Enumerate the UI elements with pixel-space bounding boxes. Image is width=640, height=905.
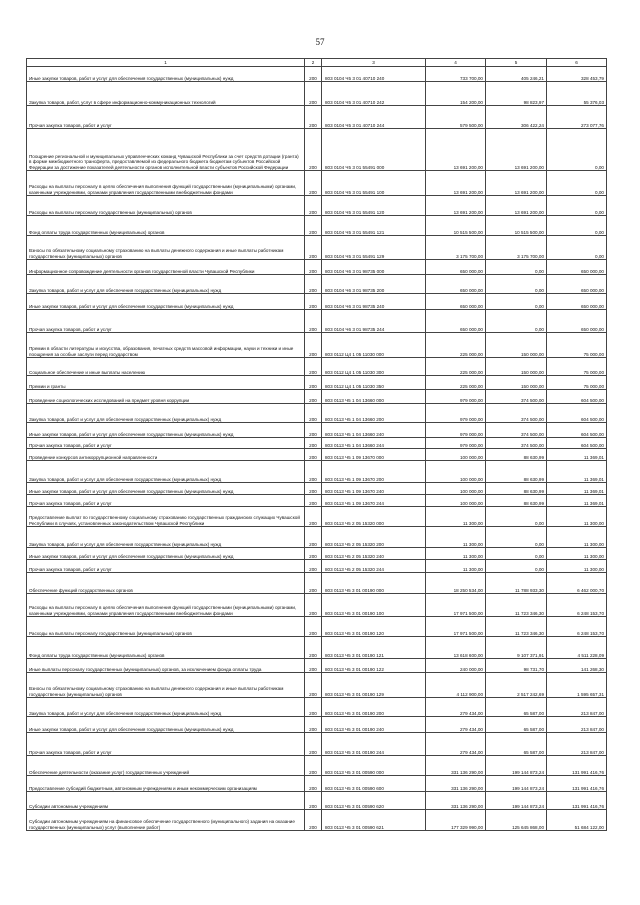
row-admin-code: 200: [305, 106, 322, 129]
row-name: Закупка товаров, работ и услуг для обеспечения государственных (муниципальных) нужд: [27, 404, 305, 423]
row-executed-amount: 374 500,00: [486, 390, 547, 404]
row-remaining-amount: 273 077,76: [547, 106, 607, 129]
row-executed-amount: 88 630,99: [486, 449, 547, 461]
row-plan-amount: 13 618 600,00: [426, 637, 486, 659]
row-admin-code: 200: [305, 260, 322, 275]
budget-table: [26, 58, 607, 831]
row-budget-code: 803 0113 Ч5 1 04 13660 000: [322, 390, 426, 404]
row-plan-amount: 650 000,00: [426, 294, 486, 310]
table-row: [27, 507, 607, 527]
row-plan-amount: 100 000,00: [426, 449, 486, 461]
row-remaining-amount: 1 595 657,31: [547, 673, 607, 698]
row-admin-code: 200: [305, 404, 322, 423]
row-budget-code: 803 0104 Ч5 3 01 55491 000: [322, 129, 426, 171]
row-budget-code: 803 0113 Ч5 3 01 00590 621: [322, 810, 426, 831]
row-executed-amount: 98 731,70: [486, 659, 547, 673]
row-executed-amount: 0,00: [486, 260, 547, 275]
row-budget-code: 803 0113 Ч5 1 09 13670 000: [322, 449, 426, 461]
row-remaining-amount: 650 000,00: [547, 310, 607, 333]
row-budget-code: 803 0104 Ч5 3 01 40710 240: [322, 67, 426, 82]
row-admin-code: 200: [305, 196, 322, 216]
table-row: [27, 548, 607, 560]
row-name: Иные закупки товаров, работ и услуг для обеспечения государственных (муниципальных) нужд: [27, 717, 305, 733]
row-name: Предоставление выплат по государственному социальному страхованию государственных гражданских служащих Чувашской Республики в случаях, установленных законодательством Чувашской Республики: [27, 507, 305, 527]
row-plan-amount: 11 300,00: [426, 527, 486, 548]
row-executed-amount: 150 000,00: [486, 376, 547, 390]
row-name: Субсидии автономным учреждениям: [27, 792, 305, 810]
row-name: Проведение конкурсов антикоррупционной направленности: [27, 449, 305, 461]
row-plan-amount: 11 300,00: [426, 560, 486, 573]
row-remaining-amount: 11 300,00: [547, 560, 607, 573]
row-remaining-amount: 141 268,30: [547, 659, 607, 673]
row-budget-code: 803 0113 Ч5 3 01 00190 200: [322, 698, 426, 717]
row-admin-code: 200: [305, 560, 322, 573]
row-name: Закупка товаров, работ и услуг для обеспечения государственных (муниципальных) нужд: [27, 275, 305, 294]
row-name: Закупка товаров, работ и услуг для обеспечения государственных (муниципальных) нужд: [27, 461, 305, 483]
row-executed-amount: 0,00: [486, 294, 547, 310]
row-executed-amount: 65 587,00: [486, 733, 547, 756]
header-cell: 6: [547, 59, 607, 67]
row-budget-code: 803 0104 Ч5 3 01 55491 121: [322, 216, 426, 236]
row-plan-amount: 279 434,00: [426, 733, 486, 756]
row-remaining-amount: 604 500,00: [547, 438, 607, 449]
table-row: [27, 495, 607, 507]
row-admin-code: 200: [305, 527, 322, 548]
table-row: [27, 171, 607, 196]
row-name: Иные закупки товаров, работ и услуг для обеспечения государственных (муниципальных) нужд: [27, 423, 305, 438]
table-row: [27, 637, 607, 659]
row-name: Прочая закупка товаров, работ и услуг: [27, 106, 305, 129]
row-plan-amount: 979 000,00: [426, 404, 486, 423]
row-remaining-amount: 51 684 122,00: [547, 810, 607, 831]
row-remaining-amount: 6 462 000,70: [547, 573, 607, 594]
row-name: Иные выплаты персоналу государственных (муниципальных) органов, за исключением фонда оплаты труда: [27, 659, 305, 673]
row-budget-code: 803 0104 Ч5 3 01 55491 120: [322, 196, 426, 216]
row-budget-code: 803 0104 Ч5 3 01 55491 100: [322, 171, 426, 196]
row-admin-code: 200: [305, 776, 322, 792]
row-name: Закупка товаров, работ и услуг для обеспечения государственных (муниципальных) нужд: [27, 527, 305, 548]
row-remaining-amount: 0,00: [547, 171, 607, 196]
table-row: [27, 483, 607, 495]
row-plan-amount: 17 971 500,00: [426, 594, 486, 617]
row-budget-code: 803 0113 Ч5 3 01 00590 620: [322, 792, 426, 810]
row-admin-code: 200: [305, 333, 322, 358]
header-cell: 3: [322, 59, 426, 67]
header-cell: 1: [27, 59, 305, 67]
row-budget-code: 803 0113 Ч5 1 04 13660 240: [322, 423, 426, 438]
row-admin-code: 200: [305, 358, 322, 376]
table-row: [27, 404, 607, 423]
row-name: Расходы на выплаты персоналу в целях обеспечения выполнения функций государственными (муниципальными) органами, казенными учреждениями, органами управления государственными внебюджетными фондами: [27, 171, 305, 196]
row-remaining-amount: 11 369,01: [547, 461, 607, 483]
table-row: [27, 423, 607, 438]
row-executed-amount: 13 691 200,00: [486, 129, 547, 171]
table-row: [27, 333, 607, 358]
row-budget-code: 803 0113 Ч5 3 01 00190 240: [322, 717, 426, 733]
row-plan-amount: 979 000,00: [426, 423, 486, 438]
row-plan-amount: 279 434,00: [426, 717, 486, 733]
row-budget-code: 803 0113 Ч5 3 01 00590 600: [322, 776, 426, 792]
row-executed-amount: 88 630,99: [486, 461, 547, 483]
row-name: Фонд оплаты труда государственных (муниципальных) органов: [27, 216, 305, 236]
row-plan-amount: 11 300,00: [426, 548, 486, 560]
row-admin-code: 200: [305, 617, 322, 637]
row-admin-code: 200: [305, 216, 322, 236]
row-plan-amount: 650 000,00: [426, 310, 486, 333]
row-remaining-amount: 11 369,01: [547, 495, 607, 507]
row-admin-code: 200: [305, 423, 322, 438]
table-row: [27, 82, 607, 106]
row-admin-code: 200: [305, 390, 322, 404]
row-name: Закупка товаров, работ, услуг в сфере информационно-коммуникационных технологий: [27, 82, 305, 106]
row-remaining-amount: 131 991 416,76: [547, 756, 607, 776]
row-remaining-amount: 213 847,00: [547, 698, 607, 717]
row-remaining-amount: 11 300,00: [547, 527, 607, 548]
row-name: Иные закупки товаров, работ и услуг для обеспечения государственных (муниципальных) нужд: [27, 67, 305, 82]
row-budget-code: 803 0112 Ц4 1 05 11030 300: [322, 358, 426, 376]
row-admin-code: 200: [305, 573, 322, 594]
row-budget-code: 803 0113 Ч5 3 01 00190 122: [322, 659, 426, 673]
row-admin-code: 200: [305, 673, 322, 698]
row-plan-amount: 18 250 534,00: [426, 573, 486, 594]
row-budget-code: 803 0113 Ч5 3 01 00190 129: [322, 673, 426, 698]
row-executed-amount: 0,00: [486, 527, 547, 548]
row-budget-code: 803 0113 Ч5 3 01 00190 244: [322, 733, 426, 756]
row-budget-code: 803 0113 Ч5 1 09 13670 240: [322, 483, 426, 495]
table-row: [27, 617, 607, 637]
row-admin-code: 200: [305, 594, 322, 617]
row-budget-code: 803 0104 Ч6 3 01 98735 244: [322, 310, 426, 333]
row-name: Взносы по обязательному социальному страхованию на выплаты денежного содержания и иные выплаты работникам государственных (муниципальных) органов: [27, 673, 305, 698]
row-executed-amount: 374 500,00: [486, 404, 547, 423]
table-row: [27, 438, 607, 449]
row-admin-code: 200: [305, 82, 322, 106]
row-admin-code: 200: [305, 438, 322, 449]
row-plan-amount: 100 000,00: [426, 461, 486, 483]
row-remaining-amount: 650 000,00: [547, 260, 607, 275]
row-budget-code: 803 0113 Ч5 2 05 15320 244: [322, 560, 426, 573]
row-executed-amount: 98 823,97: [486, 82, 547, 106]
row-plan-amount: 650 000,00: [426, 275, 486, 294]
row-plan-amount: 154 200,00: [426, 82, 486, 106]
row-executed-amount: 13 691 200,00: [486, 196, 547, 216]
row-admin-code: 200: [305, 376, 322, 390]
row-executed-amount: 2 517 242,69: [486, 673, 547, 698]
row-name: Закупка товаров, работ и услуг для обеспечения государственных (муниципальных) нужд: [27, 698, 305, 717]
row-budget-code: 803 0104 Ч6 3 01 98735 240: [322, 294, 426, 310]
table-row: [27, 527, 607, 548]
row-executed-amount: 199 144 873,24: [486, 776, 547, 792]
row-name: Обеспечение функций государственных органов: [27, 573, 305, 594]
table-row: [27, 449, 607, 461]
row-executed-amount: 88 630,99: [486, 495, 547, 507]
row-executed-amount: 11 723 346,30: [486, 594, 547, 617]
row-plan-amount: 733 700,00: [426, 67, 486, 82]
row-plan-amount: 13 691 200,00: [426, 196, 486, 216]
row-executed-amount: 11 788 933,30: [486, 573, 547, 594]
row-admin-code: 200: [305, 275, 322, 294]
row-remaining-amount: 0,00: [547, 196, 607, 216]
row-remaining-amount: 131 991 416,76: [547, 792, 607, 810]
row-name: Поощрение региональной и муниципальных управленческих команд Чувашской Республики за счет средств дотации (гранта) в форме межбюджетного трансферта, предоставляемой из федерального бюджета бюджетам субъектов Российской Федерации за достижение показателей деятельности органов исполнительной власти субъектов Российской Федерации: [27, 129, 305, 171]
row-plan-amount: 17 971 500,00: [426, 617, 486, 637]
header-cell: 2: [305, 59, 322, 67]
row-admin-code: 200: [305, 129, 322, 171]
row-plan-amount: 11 300,00: [426, 507, 486, 527]
table-row: [27, 461, 607, 483]
row-remaining-amount: 650 000,00: [547, 294, 607, 310]
header-cell: 4: [426, 59, 486, 67]
row-executed-amount: 9 107 371,91: [486, 637, 547, 659]
row-budget-code: 803 0113 Ч5 2 05 15320 200: [322, 527, 426, 548]
row-remaining-amount: 75 000,00: [547, 376, 607, 390]
row-plan-amount: 13 691 200,00: [426, 129, 486, 171]
row-admin-code: 200: [305, 67, 322, 82]
row-executed-amount: 150 000,00: [486, 358, 547, 376]
row-admin-code: 200: [305, 449, 322, 461]
row-name: Премии в области литературы и искусства, образования, печатных средств массовой информации, науки и техники и иные поощрения за особые заслуги перед государством: [27, 333, 305, 358]
row-remaining-amount: 4 511 228,09: [547, 637, 607, 659]
row-admin-code: 200: [305, 171, 322, 196]
row-plan-amount: 979 000,00: [426, 390, 486, 404]
row-executed-amount: 0,00: [486, 548, 547, 560]
row-executed-amount: 13 691 200,00: [486, 171, 547, 196]
row-budget-code: 803 0104 Ч6 3 01 98735 000: [322, 260, 426, 275]
row-admin-code: 200: [305, 495, 322, 507]
row-remaining-amount: 55 376,03: [547, 82, 607, 106]
table-row: [27, 756, 607, 776]
row-remaining-amount: 604 500,00: [547, 404, 607, 423]
row-plan-amount: 331 136 290,00: [426, 776, 486, 792]
row-plan-amount: 331 136 290,00: [426, 792, 486, 810]
row-executed-amount: 88 630,99: [486, 483, 547, 495]
row-name: Субсидии автономным учреждениям на финансовое обеспечение государственного (муниципального) задания на оказание государственных (муниципальных) услуг (выполнение работ): [27, 810, 305, 831]
row-remaining-amount: 0,00: [547, 129, 607, 171]
table-row: [27, 659, 607, 673]
row-admin-code: 200: [305, 756, 322, 776]
header-row: [27, 59, 607, 67]
row-executed-amount: 374 500,00: [486, 438, 547, 449]
row-remaining-amount: 213 847,00: [547, 733, 607, 756]
row-admin-code: 200: [305, 310, 322, 333]
row-admin-code: 200: [305, 792, 322, 810]
table-row: [27, 358, 607, 376]
row-remaining-amount: 213 847,00: [547, 717, 607, 733]
row-plan-amount: 100 000,00: [426, 495, 486, 507]
row-budget-code: 803 0113 Ч5 1 04 13660 244: [322, 438, 426, 449]
row-remaining-amount: 11 300,00: [547, 548, 607, 560]
table-row: [27, 776, 607, 792]
row-executed-amount: 3 175 700,00: [486, 236, 547, 260]
row-remaining-amount: 75 000,00: [547, 333, 607, 358]
table-row: [27, 310, 607, 333]
row-name: Премии и гранты: [27, 376, 305, 390]
row-plan-amount: 3 175 700,00: [426, 236, 486, 260]
row-name: Иные закупки товаров, работ и услуг для обеспечения государственных (муниципальных) нужд: [27, 548, 305, 560]
table-row: [27, 294, 607, 310]
row-budget-code: 803 0113 Ч5 1 09 13670 200: [322, 461, 426, 483]
row-admin-code: 200: [305, 659, 322, 673]
row-admin-code: 200: [305, 733, 322, 756]
row-admin-code: 200: [305, 637, 322, 659]
row-budget-code: 803 0104 Ч5 3 01 40710 244: [322, 106, 426, 129]
row-plan-amount: 225 000,00: [426, 333, 486, 358]
row-admin-code: 200: [305, 810, 322, 831]
row-budget-code: 803 0113 Ч5 1 04 13660 200: [322, 404, 426, 423]
row-admin-code: 200: [305, 698, 322, 717]
row-executed-amount: 0,00: [486, 560, 547, 573]
table-row: [27, 67, 607, 82]
table-row: [27, 573, 607, 594]
row-plan-amount: 10 515 500,00: [426, 216, 486, 236]
row-admin-code: 200: [305, 236, 322, 260]
row-remaining-amount: 604 500,00: [547, 390, 607, 404]
row-budget-code: 803 0113 Ч5 2 05 15320 240: [322, 548, 426, 560]
row-executed-amount: 10 515 500,00: [486, 216, 547, 236]
table-row: [27, 733, 607, 756]
table-row: [27, 717, 607, 733]
row-admin-code: 200: [305, 507, 322, 527]
row-remaining-amount: 328 453,79: [547, 67, 607, 82]
row-admin-code: 200: [305, 717, 322, 733]
table-row: [27, 236, 607, 260]
row-budget-code: 803 0113 Ч5 2 05 15320 000: [322, 507, 426, 527]
table-row: [27, 673, 607, 698]
row-executed-amount: 65 587,00: [486, 717, 547, 733]
row-remaining-amount: 11 300,00: [547, 507, 607, 527]
row-executed-amount: 0,00: [486, 507, 547, 527]
row-name: Прочая закупка товаров, работ и услуг: [27, 733, 305, 756]
table-row: [27, 196, 607, 216]
row-budget-code: 803 0104 Ч6 3 01 98735 200: [322, 275, 426, 294]
page-number: 57: [315, 37, 325, 47]
row-name: Иные закупки товаров, работ и услуг для обеспечения государственных (муниципальных) нужд: [27, 483, 305, 495]
row-budget-code: 803 0113 Ч5 1 09 13670 244: [322, 495, 426, 507]
row-remaining-amount: 11 369,01: [547, 449, 607, 461]
row-remaining-amount: 131 991 416,76: [547, 776, 607, 792]
row-name: Расходы на выплаты персоналу государственных (муниципальных) органов: [27, 196, 305, 216]
row-executed-amount: 306 422,24: [486, 106, 547, 129]
row-name: Иные закупки товаров, работ и услуг для обеспечения государственных (муниципальных) нужд: [27, 294, 305, 310]
row-plan-amount: 225 000,00: [426, 376, 486, 390]
row-name: Информационное сопровождение деятельности органов государственной власти Чувашской Республики: [27, 260, 305, 275]
row-executed-amount: 374 500,00: [486, 423, 547, 438]
row-plan-amount: 650 000,00: [426, 260, 486, 275]
row-name: Расходы на выплаты персоналу в целях обеспечения выполнения функций государственными (муниципальными) органами, казенными учреждениями, органами управления государственными внебюджетными фондами: [27, 594, 305, 617]
row-remaining-amount: 0,00: [547, 236, 607, 260]
row-name: Социальное обеспечение и иные выплаты населению: [27, 358, 305, 376]
row-plan-amount: 4 112 900,00: [426, 673, 486, 698]
row-name: Расходы на выплаты персоналу государственных (муниципальных) органов: [27, 617, 305, 637]
row-admin-code: 200: [305, 548, 322, 560]
row-plan-amount: 279 434,00: [426, 698, 486, 717]
row-executed-amount: 199 144 873,24: [486, 792, 547, 810]
row-plan-amount: 979 000,00: [426, 438, 486, 449]
row-remaining-amount: 650 000,00: [547, 275, 607, 294]
row-budget-code: 803 0113 Ч5 3 01 00190 120: [322, 617, 426, 637]
row-name: Проведение социологических исследований на предмет уровня коррупции: [27, 390, 305, 404]
row-plan-amount: 240 000,00: [426, 659, 486, 673]
row-budget-code: 803 0113 Ч5 3 01 00190 000: [322, 573, 426, 594]
row-executed-amount: 125 645 868,00: [486, 810, 547, 831]
row-executed-amount: 65 587,00: [486, 698, 547, 717]
row-name: Прочая закупка товаров, работ и услуг: [27, 560, 305, 573]
row-plan-amount: 225 000,00: [426, 358, 486, 376]
table-row: [27, 275, 607, 294]
row-admin-code: 200: [305, 461, 322, 483]
row-name: Обеспечение деятельности (оказание услуг) государственных учреждений: [27, 756, 305, 776]
row-budget-code: 803 0113 Ч5 3 01 00190 121: [322, 637, 426, 659]
row-executed-amount: 405 246,21: [486, 67, 547, 82]
row-name: Взносы по обязательному социальному страхованию на выплаты денежного содержания и иные выплаты работникам государственных (муниципальных) органов: [27, 236, 305, 260]
row-budget-code: 803 0113 Ч5 3 01 00590 000: [322, 756, 426, 776]
table-row: [27, 376, 607, 390]
row-remaining-amount: 75 000,00: [547, 358, 607, 376]
table-row: [27, 260, 607, 275]
row-executed-amount: 199 144 873,24: [486, 756, 547, 776]
row-plan-amount: 579 500,00: [426, 106, 486, 129]
table-row: [27, 560, 607, 573]
row-name: Предоставление субсидий бюджетным, автономным учреждениям и иным некоммерческим организациям: [27, 776, 305, 792]
table-row: [27, 390, 607, 404]
row-remaining-amount: 604 500,00: [547, 423, 607, 438]
row-executed-amount: 150 000,00: [486, 333, 547, 358]
row-remaining-amount: 11 369,01: [547, 483, 607, 495]
table-row: [27, 698, 607, 717]
row-name: Прочая закупка товаров, работ и услуг: [27, 495, 305, 507]
row-executed-amount: 11 723 346,30: [486, 617, 547, 637]
table-row: [27, 792, 607, 810]
row-executed-amount: 0,00: [486, 275, 547, 294]
row-remaining-amount: 6 248 153,70: [547, 617, 607, 637]
table-row: [27, 810, 607, 831]
table-row: [27, 106, 607, 129]
row-executed-amount: 0,00: [486, 310, 547, 333]
header-cell: 5: [486, 59, 547, 67]
row-budget-code: 803 0113 Ч5 3 01 00190 100: [322, 594, 426, 617]
row-remaining-amount: 6 248 153,70: [547, 594, 607, 617]
row-name: Прочая закупка товаров, работ и услуг: [27, 438, 305, 449]
row-name: Фонд оплаты труда государственных (муниципальных) органов: [27, 637, 305, 659]
row-plan-amount: 100 000,00: [426, 483, 486, 495]
row-plan-amount: 177 329 990,00: [426, 810, 486, 831]
row-plan-amount: 331 136 290,00: [426, 756, 486, 776]
row-budget-code: 803 0112 Ц4 1 05 11030 000: [322, 333, 426, 358]
row-budget-code: 803 0104 Ч5 3 01 40710 242: [322, 82, 426, 106]
row-remaining-amount: 0,00: [547, 216, 607, 236]
row-admin-code: 200: [305, 483, 322, 495]
table-row: [27, 216, 607, 236]
row-plan-amount: 13 691 200,00: [426, 171, 486, 196]
row-admin-code: 200: [305, 294, 322, 310]
table-row: [27, 594, 607, 617]
row-budget-code: 803 0104 Ч5 3 01 55491 129: [322, 236, 426, 260]
table-row: [27, 129, 607, 171]
row-budget-code: 803 0112 Ц4 1 05 11030 350: [322, 376, 426, 390]
row-name: Прочая закупка товаров, работ и услуг: [27, 310, 305, 333]
